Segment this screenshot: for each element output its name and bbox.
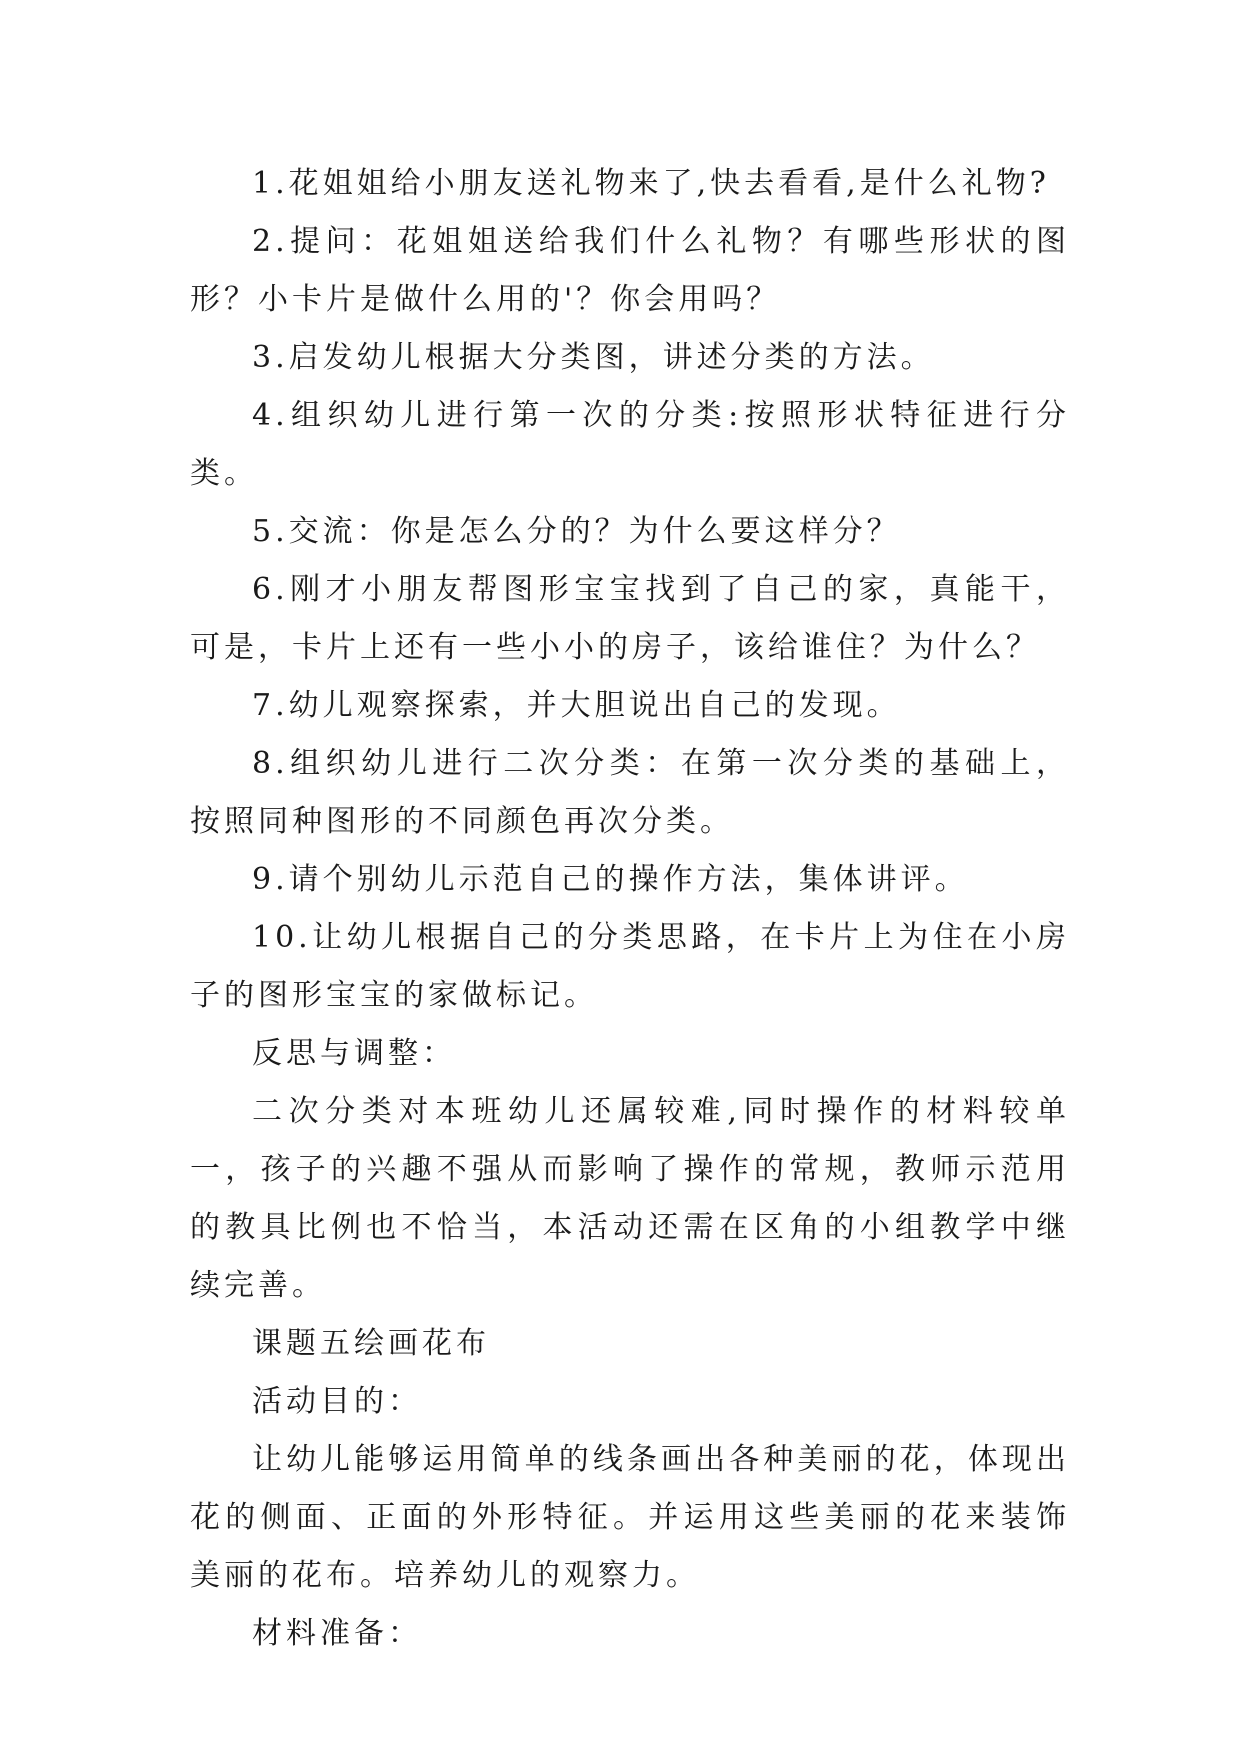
paragraph-step-4: 4.组织幼儿进行第一次的分类:按照形状特征进行分类。 xyxy=(190,398,1070,491)
paragraph-step-8: 8.组织幼儿进行二次分类：在第一次分类的基础上，按照同种图形的不同颜色再次分类。 xyxy=(190,746,1070,839)
paragraph-step-5: 5.交流：你是怎么分的？为什么要这样分？ xyxy=(252,514,901,549)
paragraph-activity-goal: 让幼儿能够运用简单的线条画出各种美丽的花，体现出花的侧面、正面的外形特征。并运用这些美丽的花来装饰美丽的花布。培养幼儿的观察力。 xyxy=(190,1442,1070,1593)
section-heading-activity-goal: 活动目的： xyxy=(252,1384,422,1419)
paragraph-reflection: 二次分类对本班幼儿还属较难,同时操作的材料较单一，孩子的兴趣不强从而影响了操作的常规，教师示范用的教具比例也不恰当，本活动还需在区角的小组教学中继续完善。 xyxy=(190,1094,1070,1303)
paragraph-step-10: 10.让幼儿根据自己的分类思路，在卡片上为住在小房子的图形宝宝的家做标记。 xyxy=(190,920,1070,1013)
section-heading-topic-five: 课题五绘画花布 xyxy=(252,1326,490,1361)
paragraph-step-7: 7.幼儿观察探索，并大胆说出自己的发现。 xyxy=(252,688,901,723)
paragraph-step-1: 1.花姐姐给小朋友送礼物来了,快去看看,是什么礼物? xyxy=(252,166,1050,201)
paragraph-step-6: 6.刚才小朋友帮图形宝宝找到了自己的家，真能干，可是，卡片上还有一些小小的房子，该给谁住？为什么？ xyxy=(190,572,1070,665)
paragraph-step-2: 2.提问：花姐姐送给我们什么礼物？有哪些形状的图形？小卡片是做什么用的'？你会用吗？ xyxy=(190,224,1070,317)
paragraph-step-3: 3.启发幼儿根据大分类图，讲述分类的方法。 xyxy=(252,340,935,375)
paragraph-step-9: 9.请个别幼儿示范自己的操作方法，集体讲评。 xyxy=(252,862,969,897)
document-body xyxy=(190,155,1070,1663)
section-heading-reflection: 反思与调整： xyxy=(252,1036,456,1071)
section-heading-materials: 材料准备： xyxy=(252,1616,422,1651)
